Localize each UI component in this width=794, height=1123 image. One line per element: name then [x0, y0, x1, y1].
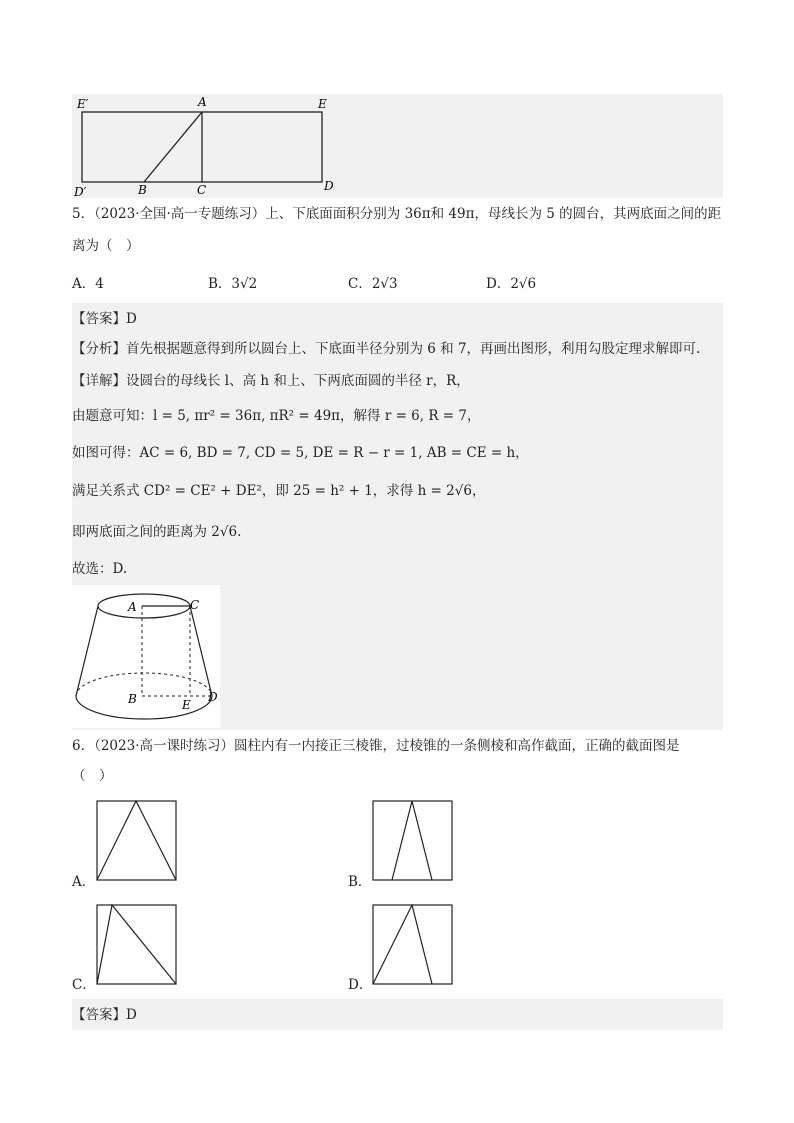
bottom-ellipse-back — [76, 673, 212, 696]
label-A: A — [198, 95, 207, 109]
q6-option-a-figure — [96, 800, 178, 882]
q6-option-d-letter: D． — [348, 977, 373, 993]
label-C: C — [190, 598, 200, 612]
q5-line-figure: 如图可得：AC = 6, BD = 7, CD = 5, DE = R − r = 1, AB = CE = h， — [72, 445, 529, 461]
q6-answer: 【答案】D — [72, 1007, 137, 1023]
q6-option-c-letter: C． — [72, 977, 96, 993]
label-C: C — [197, 183, 207, 197]
q6-option-b-figure — [372, 800, 454, 882]
q5-detail: 【详解】设圆台的母线长 l、高 h 和上、下两底面圆的半径 r，R， — [72, 373, 470, 389]
rectangle-figure — [72, 94, 342, 198]
q5-line-conclusion: 即两底面之间的距离为 2√6. — [72, 524, 242, 540]
q5-stem-line2: 离为（ ） — [72, 238, 140, 254]
left-generatrix — [76, 606, 98, 696]
label-E-prime: E′ — [77, 97, 89, 111]
q5-stem-line1: 5．（2023·全国·高一专题练习）上、下底面面积分别为 36π和 49π，母线长为 5 的圆台，其两底面之间的距 — [72, 206, 722, 222]
label-B: B — [138, 183, 147, 197]
q6-option-c-figure — [96, 904, 178, 986]
q6-option-a-letter: A． — [72, 874, 96, 890]
q6-answer-panel — [72, 999, 723, 1030]
label-B: B — [128, 692, 137, 706]
label-E: E — [182, 698, 191, 712]
q5-option-d: D．2√6 — [486, 276, 537, 292]
q6-option-b-letter: B． — [348, 874, 372, 890]
q5-line-relation: 满足关系式 CD² = CE² + DE²，即 25 = h² + 1，求得 h = 2√6， — [72, 483, 486, 499]
q5-option-a: A．4 — [72, 276, 104, 292]
label-E: E — [318, 97, 327, 111]
label-D-prime: D′ — [74, 185, 87, 198]
q5-option-c: C．2√3 — [348, 276, 398, 292]
right-generatrix — [190, 606, 212, 696]
label-D: D — [208, 690, 218, 704]
q6-stem-line2: （ ） — [72, 768, 113, 784]
label-A: A — [128, 600, 137, 614]
q5-option-b: B．3√2 — [208, 276, 258, 292]
q5-line-given: 由题意可知：l = 5, πr² = 36π, πR² = 49π，解得 r = 6, R = 7， — [72, 408, 481, 424]
q5-answer: 【答案】D — [72, 311, 137, 327]
q5-analysis: 【分析】首先根据题意得到所以圆台上、下底面半径分别为 6 和 7，再画出图形，利用勾股定理求解即可. — [72, 341, 701, 357]
frustum-figure — [72, 585, 220, 728]
segment-AB — [144, 112, 202, 182]
bottom-ellipse-front — [76, 696, 212, 719]
q6-stem-line1: 6．（2023·高一课时练习）圆柱内有一内接正三棱锥，过棱锥的一条侧棱和高作截面，正确的截面图是 — [72, 738, 680, 754]
label-D: D — [324, 179, 334, 193]
q6-option-d-figure — [372, 904, 454, 986]
q5-line-choose: 故选：D. — [72, 561, 128, 577]
